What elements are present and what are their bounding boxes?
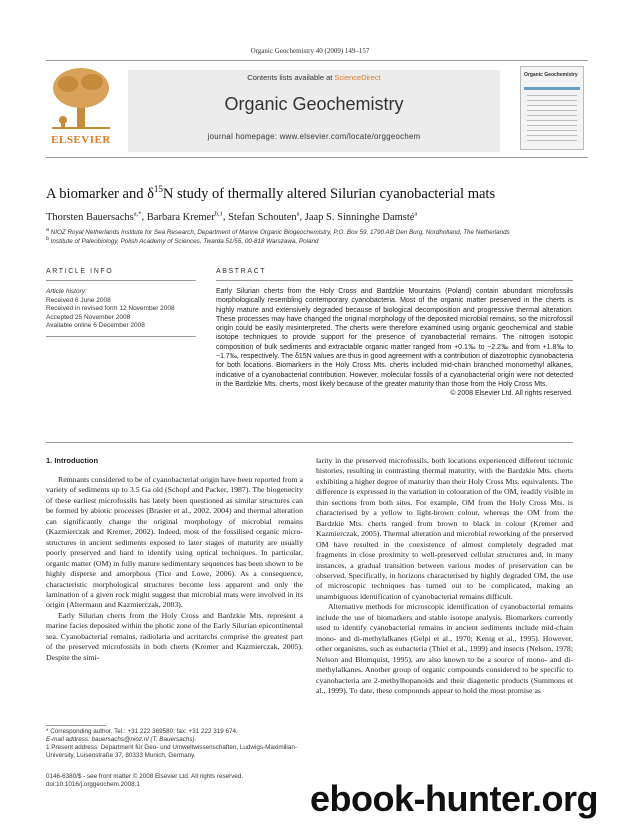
footnotes (46, 728, 303, 760)
cover-lines (527, 95, 577, 143)
history-item: Accepted 25 November 2008 (46, 313, 131, 321)
author-sep: , (222, 211, 229, 223)
author[interactable] (228, 212, 299, 223)
divider (46, 336, 196, 337)
history-item: Available online 6 December 2008 (46, 322, 145, 330)
author[interactable] (305, 212, 418, 223)
watermark: ebook-hunter.org (310, 778, 598, 819)
issn-line: 0146-6380/$ - see front matter © 2008 Elsevier Ltd. All rights reserved. (46, 773, 244, 780)
left-column (46, 475, 303, 663)
divider (46, 280, 196, 281)
right-column (316, 456, 573, 696)
sciencedirect-link[interactable]: ScienceDirect (334, 73, 381, 82)
article-title (46, 184, 606, 203)
affiliation-text: Institute of Paleobiology, Polish Academy of Sciences, Twarda 51/55, 00-818 Warszawa, Poland (50, 238, 319, 246)
copyright: © 2008 Elsevier Ltd. All rights reserved. (450, 390, 573, 398)
author-sup: b,1 (214, 210, 223, 217)
footnote-corresponding: * Corresponding author. Tel.: +31 222 369580; fax: +31 222 319 674. (46, 728, 238, 735)
author-sup: a (414, 210, 418, 217)
contents-line (128, 73, 500, 82)
article-history (46, 288, 196, 331)
journal-title: Organic Geochemistry (224, 94, 404, 114)
contents-prefix: Contents lists available at (247, 73, 335, 82)
front-matter (46, 773, 346, 789)
affiliation-sup: a (46, 227, 49, 233)
author-name: Thorsten Bauersachs (46, 211, 134, 223)
cover-bar (524, 87, 580, 90)
author-sup: a,* (133, 210, 142, 217)
abstract-text: Early Silurian cherts from the Holy Cross and Bardzkie Mountains (Poland) contain abundant microfossils morphologically resembling contemporary cyanobacteria. Most of the organic matter preserved in the cherts is highly mature and extensively degraded because of biological decomposition and progressive thermal alteration. These processes may have changed the original morphology of the deposited microbial remains, so the microfossil origin could be easily misinterpreted. The cherts were therefore examined using organic geochemical and stable isotope techniques to provide support for the presence of cyanobacterial remains. The nitrogen isotopic composition of bulk sediments and extractable organic matter ranged from +0.1‰ to −2.2‰ and from +1.8‰ to −1.7‰, respectively. The δ15N values are thus in good agreement with a contribution of diazotrophic cyanobacteria for both locations. Biomarkers in the Holy Cross Mts. cherts included mid-chain branched monomethyl alkanes, indicative of a cyanobacterial contribution. However, molecular fossils of a cyanobacterial origin were not detected in the Bardzkie Mts. cherts, most likely because of the greater maturity than those from the Holy Cross Mts. (216, 288, 573, 388)
title-part: A biomarker and δ (46, 185, 154, 202)
affiliation-sup: b (46, 236, 49, 242)
journal-cover-thumbnail (520, 66, 584, 150)
author-sep: , (299, 211, 305, 223)
journal-homepage[interactable]: journal homepage: www.elsevier.com/locate/orggeochem (207, 132, 421, 141)
author-sup: a (296, 210, 300, 217)
history-item: Received 6 June 2008 (46, 296, 111, 304)
doi-line[interactable]: doi:10.1016/j.orggeochem.2008.1 (46, 781, 140, 788)
elsevier-wordmark: ELSEVIER (51, 134, 111, 146)
paragraph: larity in the preserved microfossils, both locations experienced different tectonic histories, resulting in contrasting thermal maturity, with the Bardzkie Mts. cherts exhibiting a higher degree of maturity than their Holy Cross Mts. equivalents. The difference is expressed in the variation in colouration of the OM, readily visible in thin sections from both sites. For example, OM from the Holy Cross Mts. is characterised by a yellow to light-brown colour, whereas the OM from the Bardzkie Mts. cherts ranged from brown to black in colour (Kremer and Kazmierczak, 2005). Thermal alteration and microbial reworking of the preserved OM have resulted in the coexistence of almost completely degraded mat fragments in close proximity to well-preserved cellular structures and, in many instances, a gradual transition between various modes of preservation can be observed. Specifically, in horizons characterised by highly degraded OM, the use of microscopic techniques has turned out to be complicated, making an unambiguous identification of cyanobacterial remains difficult. (316, 456, 573, 601)
footnote-present-address: 1 Present address: Department für Geo- und Umweltwissenschaften, Ludwigs-Maximilian-University, Luisenstraße 37, 80333 Munich, Germany. (46, 744, 297, 760)
author-name: Barbara Kremer (146, 211, 215, 223)
abstract-body (216, 287, 573, 399)
author-sep: , (141, 211, 147, 223)
affiliation (46, 236, 606, 245)
affiliation-text: NIOZ Royal Netherlands Institute for Sea Research, Department of Marine Organic Biogeochemistry, P.O. Box 59, 1790 AB Den Burg, Nordholland, The Netherlands (50, 229, 510, 237)
divider (216, 280, 573, 281)
section-heading: 1. Introduction (46, 456, 99, 465)
author[interactable] (46, 212, 142, 223)
paragraph: Alternative methods for microscopic identification of cyanobacterial remains include the use of biomarkers and stable isotope analysis. Biomarkers currently used to identify cyanobacterial remains in ancient sediments include mid-chain mono- and di-methylalkanes (Gelpi et al., 1970; Kenig et al., 1995). However, other organisms, such as eubacteria (Thiel et al., 1999) and insects (Nelson, 1978; Nelson and Blomquist, 1995), are also known to be a source of mono- and di-methylalkanes. Another group of organic compounds considered to be specific to cyanobacteria are 2-methylhopanoids and their diagenetic products (Summons et al., 1999). To date, these compounds appear to hold the most promise as (316, 602, 573, 695)
article-info-heading: ARTICLE INFO (46, 268, 114, 275)
history-label: Article history: (46, 288, 87, 295)
author-list (46, 210, 606, 223)
divider (46, 442, 573, 443)
footnote-rule (46, 725, 106, 726)
paragraph: Early Silurian cherts from the Holy Cross and Bardzkie Mts. represent a marine facies deposited within the photic zone of the Early Silurian epicontinental sea. Cyanobacterial remains, radiolaria and acritarchs comprise the greatest part of the preserved microfossils in both cherts (Kremer and Kazmierczak, 2005). Despite the simi- (46, 610, 303, 662)
paragraph: Remnants considered to be of cyanobacterial origin have been reported from a variety of sediments up to 3.5 Ga old (Schopf and Packer, 1987). The biogenecity of these earliest microfossils has lately been questioned as similar structures can be formed by abiotic processes (Brasier et al., 2002, 2004) and thermal alteration can significantly change the original morphology of microbial remains (Kazmierczak and Kremer, 2002). Indeed, most of the fossilised organic micro-structures in ancient sediments exposed to later stages of maturity are usually poorly preserved and hard to identify using optical techniques. In particular, organic matter (OM) in fully mature sedimentary sequences has been shown to be highly disperse and amorphous (Tice and Lowe, 2006). As a consequence, characteristic morphological structures become less apparent and only the lamination of a given rock might suggest that microbial mats were involved in its origin (Altermann and Kazmierczak, 2003). (46, 475, 303, 610)
cover-title: Organic Geochemistry (524, 72, 578, 78)
journal-citation: Organic Geochemistry 40 (2009) 149–157 (250, 47, 370, 55)
footnote-email[interactable]: E-mail address: bauersachs@nioz.nl (T. Bauersachs). (46, 736, 197, 744)
title-part: N study of thermally altered Silurian cyanobacterial mats (162, 185, 496, 202)
abstract-heading: ABSTRACT (216, 268, 267, 275)
author[interactable] (147, 212, 223, 223)
history-item: Received in revised form 12 November 2008 (46, 305, 175, 313)
title-sup: 15 (153, 184, 163, 194)
author-name: Jaap S. Sinninghe Damsté (304, 211, 415, 223)
author-name: Stefan Schouten (228, 211, 297, 223)
affiliation (46, 227, 606, 236)
